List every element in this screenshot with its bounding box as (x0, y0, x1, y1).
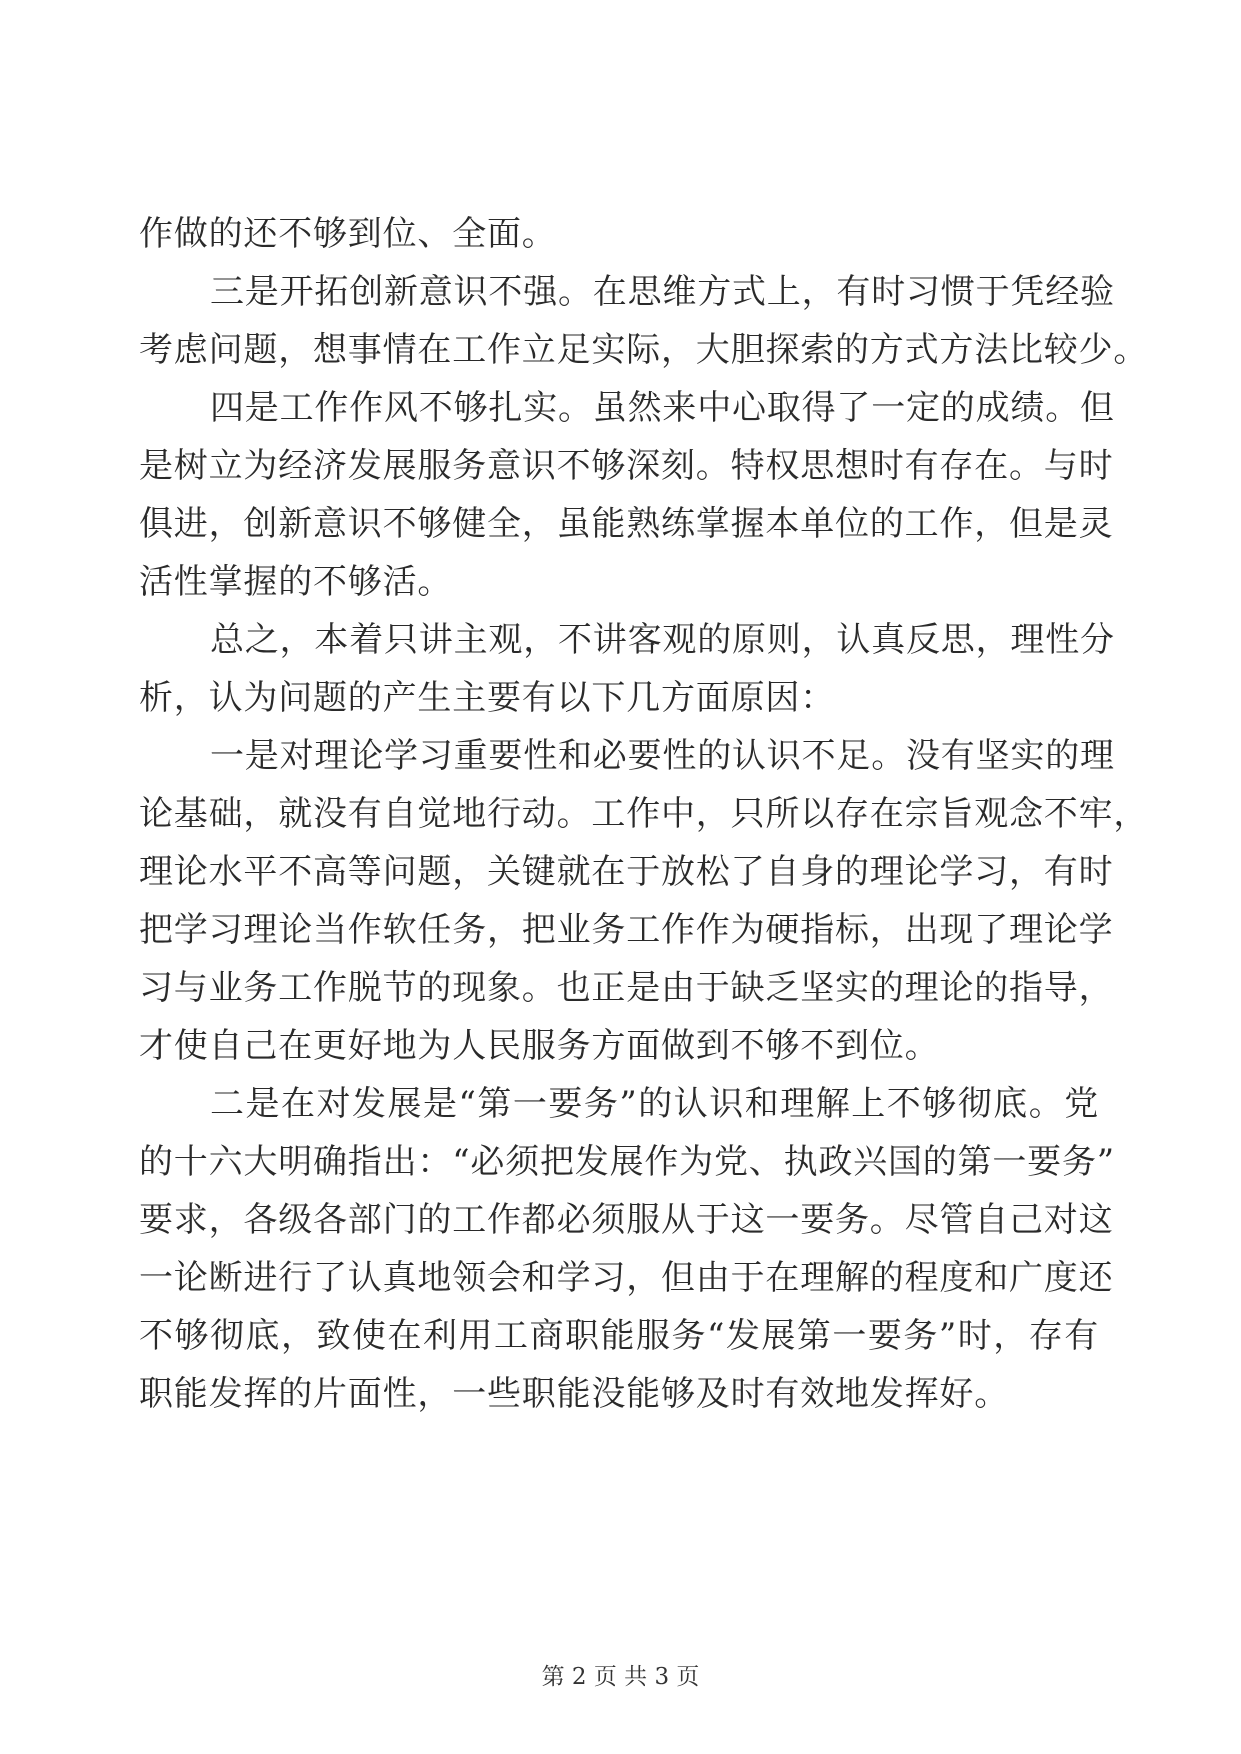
text-line: 析，认为问题的产生主要有以下几方面原因： (139, 678, 835, 718)
text-line: 三是开拓创新意识不强。在思维方式上，有时习惯于凭经验 (210, 272, 1115, 312)
text-line: 俱进，创新意识不够健全，虽能熟练掌握本单位的工作，但是灵 (139, 504, 1114, 544)
text-line: 总之，本着只讲主观，不讲客观的原则，认真反思，理性分 (210, 620, 1115, 660)
text-line: 活性掌握的不够活。 (139, 562, 453, 602)
text-line: 考虑问题，想事情在工作立足实际，大胆探索的方式方法比较少。 (139, 330, 1149, 370)
text-line: 才使自己在更好地为人民服务方面做到不够不到位。 (139, 1026, 940, 1066)
text-line: 二是在对发展是“第一要务”的认识和理解上不够彻底。党 (210, 1084, 1099, 1124)
text-line: 不够彻底，致使在利用工商职能服务“发展第一要务”时，存有 (139, 1316, 1099, 1356)
text-line: 理论水平不高等问题，关键就在于放松了自身的理论学习，有时 (139, 852, 1114, 892)
text-line: 一论断进行了认真地领会和学习，但由于在理解的程度和广度还 (139, 1258, 1114, 1298)
text-line: 的十六大明确指出：“必须把发展作为党、执政兴国的第一要务” (139, 1142, 1115, 1182)
text-line: 一是对理论学习重要性和必要性的认识不足。没有坚实的理 (210, 736, 1115, 776)
text-line: 把学习理论当作软任务，把业务工作作为硬指标，出现了理论学 (139, 910, 1114, 950)
text-line: 论基础，就没有自觉地行动。工作中，只所以存在宗旨观念不牢， (139, 794, 1149, 834)
text-line: 作做的还不够到位、全面。 (139, 214, 557, 254)
text-line: 四是工作作风不够扎实。虽然来中心取得了一定的成绩。但 (210, 388, 1115, 428)
text-line: 要求，各级各部门的工作都必须服从于这一要务。尽管自己对这 (139, 1200, 1114, 1240)
text-line: 职能发挥的片面性，一些职能没能够及时有效地发挥好。 (139, 1374, 1009, 1414)
text-line: 是树立为经济发展服务意识不够深刻。特权思想时有存在。与时 (139, 446, 1114, 486)
text-line: 习与业务工作脱节的现象。也正是由于缺乏坚实的理论的指导， (139, 968, 1114, 1008)
page-number-footer: 第 2 页 共 3 页 (541, 1664, 700, 1690)
